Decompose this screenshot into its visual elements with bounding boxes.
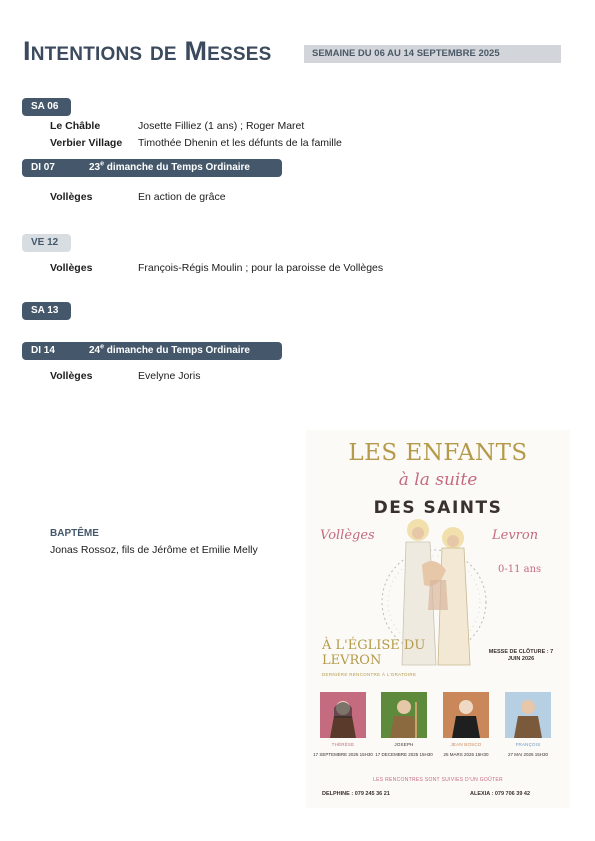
poster-place-right: Levron — [492, 528, 539, 543]
saint-joseph-image — [381, 692, 427, 738]
poster-eglise: À L'ÉGLISE DU LEVRON — [322, 638, 426, 668]
saint-date: 25 MARS 2026 15H30 — [443, 752, 489, 757]
intention-text: Josette Filliez (1 ans) ; Roger Maret — [138, 120, 305, 132]
saint-name: JEAN BOSCO — [450, 742, 482, 747]
saint-therese-image — [320, 692, 366, 738]
poster-contact-1: DELPHINE : 079 245 36 21 — [322, 791, 390, 797]
day-badge-di14 — [22, 342, 282, 360]
poster-title-1: LES ENFANTS — [348, 440, 528, 466]
intention-place: Vollèges — [50, 370, 93, 382]
week-banner: SEMAINE DU 06 AU 14 SEPTEMBRE 2025 — [304, 45, 561, 63]
saint-date: 27 MAI 2026 15H30 — [507, 752, 549, 757]
poster-derniere: DERNIÈRE RENCONTRE À L'ORATOIRE — [322, 672, 417, 677]
poster-goute: LES RENCONTRES SONT SUIVIES D'UN GOÛTER — [373, 777, 503, 783]
poster-cloture: MESSE DE CLÔTURE : 7 JUIN 2026 — [488, 649, 554, 662]
intention-text: Timothée Dhenin et les défunts de la famille — [138, 137, 342, 149]
saint-name: FRANÇOIS — [515, 742, 541, 747]
saint-name: JOSEPH — [394, 742, 414, 747]
liturgical-day: 24e dimanche du Temps Ordinaire — [89, 343, 250, 356]
intention-text: François-Régis Moulin ; pour la paroisse de Vollèges — [138, 262, 384, 274]
saint-francois-image — [505, 692, 551, 738]
intention-text: Evelyne Joris — [138, 370, 201, 382]
saint-jean-bosco-image — [443, 692, 489, 738]
day-label: DI 14 — [31, 345, 55, 356]
saint-date: 17 DECEMBRE 2025 15H30 — [375, 752, 433, 757]
day-label: DI 07 — [31, 162, 55, 173]
event-poster — [306, 430, 570, 808]
intention-place: Le Châble — [50, 120, 101, 132]
day-badge-ve12 — [22, 234, 71, 252]
intention-place: Verbier Village — [50, 137, 123, 149]
day-badge-di07 — [22, 159, 282, 177]
page-title: Intentions de Messes — [23, 36, 272, 66]
bapteme-text: Jonas Rossoz, fils de Jérôme et Emilie Melly — [50, 544, 258, 556]
day-label: VE 12 — [31, 237, 59, 248]
day-badge-sa13 — [22, 302, 71, 320]
poster-age: 0-11 ans — [498, 564, 542, 575]
intention-place: Vollèges — [50, 191, 93, 203]
saint-date: 17 SEPTEMBRE 2025 15H30 — [313, 752, 373, 757]
day-label: SA 06 — [31, 101, 59, 112]
intention-text: En action de grâce — [138, 191, 226, 203]
poster-place-left: Vollèges — [320, 528, 375, 543]
poster-title-2: à la suite — [398, 470, 478, 490]
day-label: SA 13 — [31, 305, 59, 316]
day-badge-sa06 — [22, 98, 71, 116]
poster-title-3: DES SAINTS — [373, 498, 503, 518]
bapteme-heading: BAPTÊME — [50, 528, 99, 539]
saint-name: THÉRÈSE — [331, 742, 355, 747]
intention-place: Vollèges — [50, 262, 93, 274]
poster-contact-2: ALEXIA : 079 706 39 42 — [470, 791, 531, 797]
liturgical-day: 23e dimanche du Temps Ordinaire — [89, 160, 250, 173]
